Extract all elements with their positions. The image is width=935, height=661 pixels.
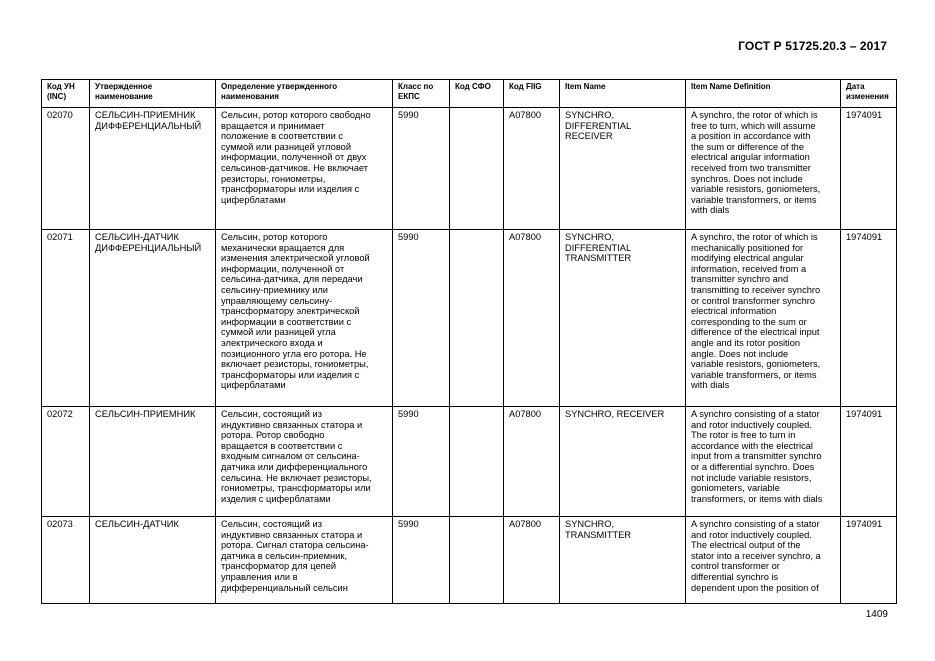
cell-item-name: SYNCHRO, DIFFERENTIAL RECEIVER xyxy=(560,108,686,230)
cell-item-name: SYNCHRO, DIFFERENTIAL TRANSMITTER xyxy=(560,230,686,407)
cell-fiig-code: A07800 xyxy=(504,407,560,517)
cell-change-date: 1974091 xyxy=(841,108,897,230)
cell-item-name-definition: A synchro consisting of a stator and rotor inductively coupled. The rotor is free to turn in accordance with the electrical input from a transmitter synchro or a differential synchro. Does not include variable resistors, goniometers, variable transformers, or items with dials xyxy=(686,407,841,517)
table-row xyxy=(42,517,897,604)
cell-inc: 02072 xyxy=(42,407,90,517)
cell-sfo-code xyxy=(450,407,504,517)
cell-fiig-code: A07800 xyxy=(504,108,560,230)
cell-name-definition: Сельсин, состоящий из индуктивно связанных статора и ротора. Сигнал статора сельсина- датчика в сельсин-приемник, трансформатор для цепей управления или в дифференциальный сельсин xyxy=(216,517,393,604)
column-header-name-definition: Определение утвержденного наименования xyxy=(216,80,393,108)
cell-change-date: 1974091 xyxy=(841,230,897,407)
table-header-row xyxy=(42,80,897,108)
column-header-fiig-code: Код FIIG xyxy=(504,80,560,108)
cell-ekps-class: 5990 xyxy=(393,108,450,230)
cell-change-date: 1974091 xyxy=(841,517,897,604)
cell-ekps-class: 5990 xyxy=(393,517,450,604)
page-number: 1409 xyxy=(865,609,888,620)
cell-fiig-code: A07800 xyxy=(504,517,560,604)
column-header-sfo-code: Код СФО xyxy=(450,80,504,108)
cell-approved-name: СЕЛЬСИН-ПРИЕМНИК ДИФФЕРЕНЦИАЛЬНЫЙ xyxy=(90,108,216,230)
cell-item-name-definition: A synchro, the rotor of which is free to turn, which will assume a position in accordance with the sum or difference of the electrical angular information received from two transmitter synchros. Does not include variable resistors, goniometers, variable transformers, or items with dials xyxy=(686,108,841,230)
cell-approved-name: СЕЛЬСИН-ПРИЕМНИК xyxy=(90,407,216,517)
column-header-approved-name: Утвержденное наименование xyxy=(90,80,216,108)
table-row xyxy=(42,407,897,517)
document-header-title: ГОСТ Р 51725.20.3 – 2017 xyxy=(738,39,887,53)
table-row xyxy=(42,108,897,230)
cell-fiig-code: A07800 xyxy=(504,230,560,407)
table-row xyxy=(42,230,897,407)
cell-inc: 02073 xyxy=(42,517,90,604)
column-header-item-name: Item Name xyxy=(560,80,686,108)
cell-sfo-code xyxy=(450,230,504,407)
cell-item-name: SYNCHRO, RECEIVER xyxy=(560,407,686,517)
cell-inc: 02071 xyxy=(42,230,90,407)
cell-name-definition: Сельсин, ротор которого механически вращается для изменения электрической угловой информации, полученной от сельсина-датчика, для передачи сельсину-приемнику или управляющему сельсину- трансформатору электрической информации в соответствии с суммой или разницей угла электрического входа и позиционного угла его ротора. Не включает резисторы, гониометры, трансформаторы или изделия с циферблатами xyxy=(216,230,393,407)
cell-sfo-code xyxy=(450,517,504,604)
cell-approved-name: СЕЛЬСИН-ДАТЧИК ДИФФЕРЕНЦИАЛЬНЫЙ xyxy=(90,230,216,407)
cell-change-date: 1974091 xyxy=(841,407,897,517)
cell-item-name-definition: A synchro, the rotor of which is mechanically positioned for modifying electrical angular information, received from a transmitter synchro and transmitting to receiver synchro or control transformer synchro electrical information corresponding to the sum or difference of the electrical input angle and its rotor position angle. Does not include variable resistors, goniometers, variable transformers, or items with dials xyxy=(686,230,841,407)
cell-ekps-class: 5990 xyxy=(393,230,450,407)
cell-sfo-code xyxy=(450,108,504,230)
cell-item-name: SYNCHRO, TRANSMITTER xyxy=(560,517,686,604)
cell-name-definition: Сельсин, ротор которого свободно вращается и принимает положение в соответствии с суммой или разницей угловой информации, полученной от двух сельсинов-датчиков. Не включает резисторы, гониометры, трансформаторы или изделия с циферблатами xyxy=(216,108,393,230)
cell-ekps-class: 5990 xyxy=(393,407,450,517)
column-header-item-name-definition: Item Name Definition xyxy=(686,80,841,108)
cell-name-definition: Сельсин, состоящий из индуктивно связанных статора и ротора. Ротор свободно вращается в соответствии с входным сигналом от сельсина- датчика или дифференциального сельсина. Не включает резисторы, гониометры, трансформаторы или изделия с циферблатами xyxy=(216,407,393,517)
specification-table xyxy=(41,79,897,604)
column-header-ekps-class: Класс по ЕКПС xyxy=(393,80,450,108)
column-header-inc: Код УН (INC) xyxy=(42,80,90,108)
cell-item-name-definition: A synchro consisting of a stator and rotor inductively coupled. The electrical output of the stator into a receiver synchro, a control transformer or differential synchro is dependent upon the position of xyxy=(686,517,841,604)
column-header-change-date: Дата изменения xyxy=(841,80,897,108)
cell-inc: 02070 xyxy=(42,108,90,230)
cell-approved-name: СЕЛЬСИН-ДАТЧИК xyxy=(90,517,216,604)
